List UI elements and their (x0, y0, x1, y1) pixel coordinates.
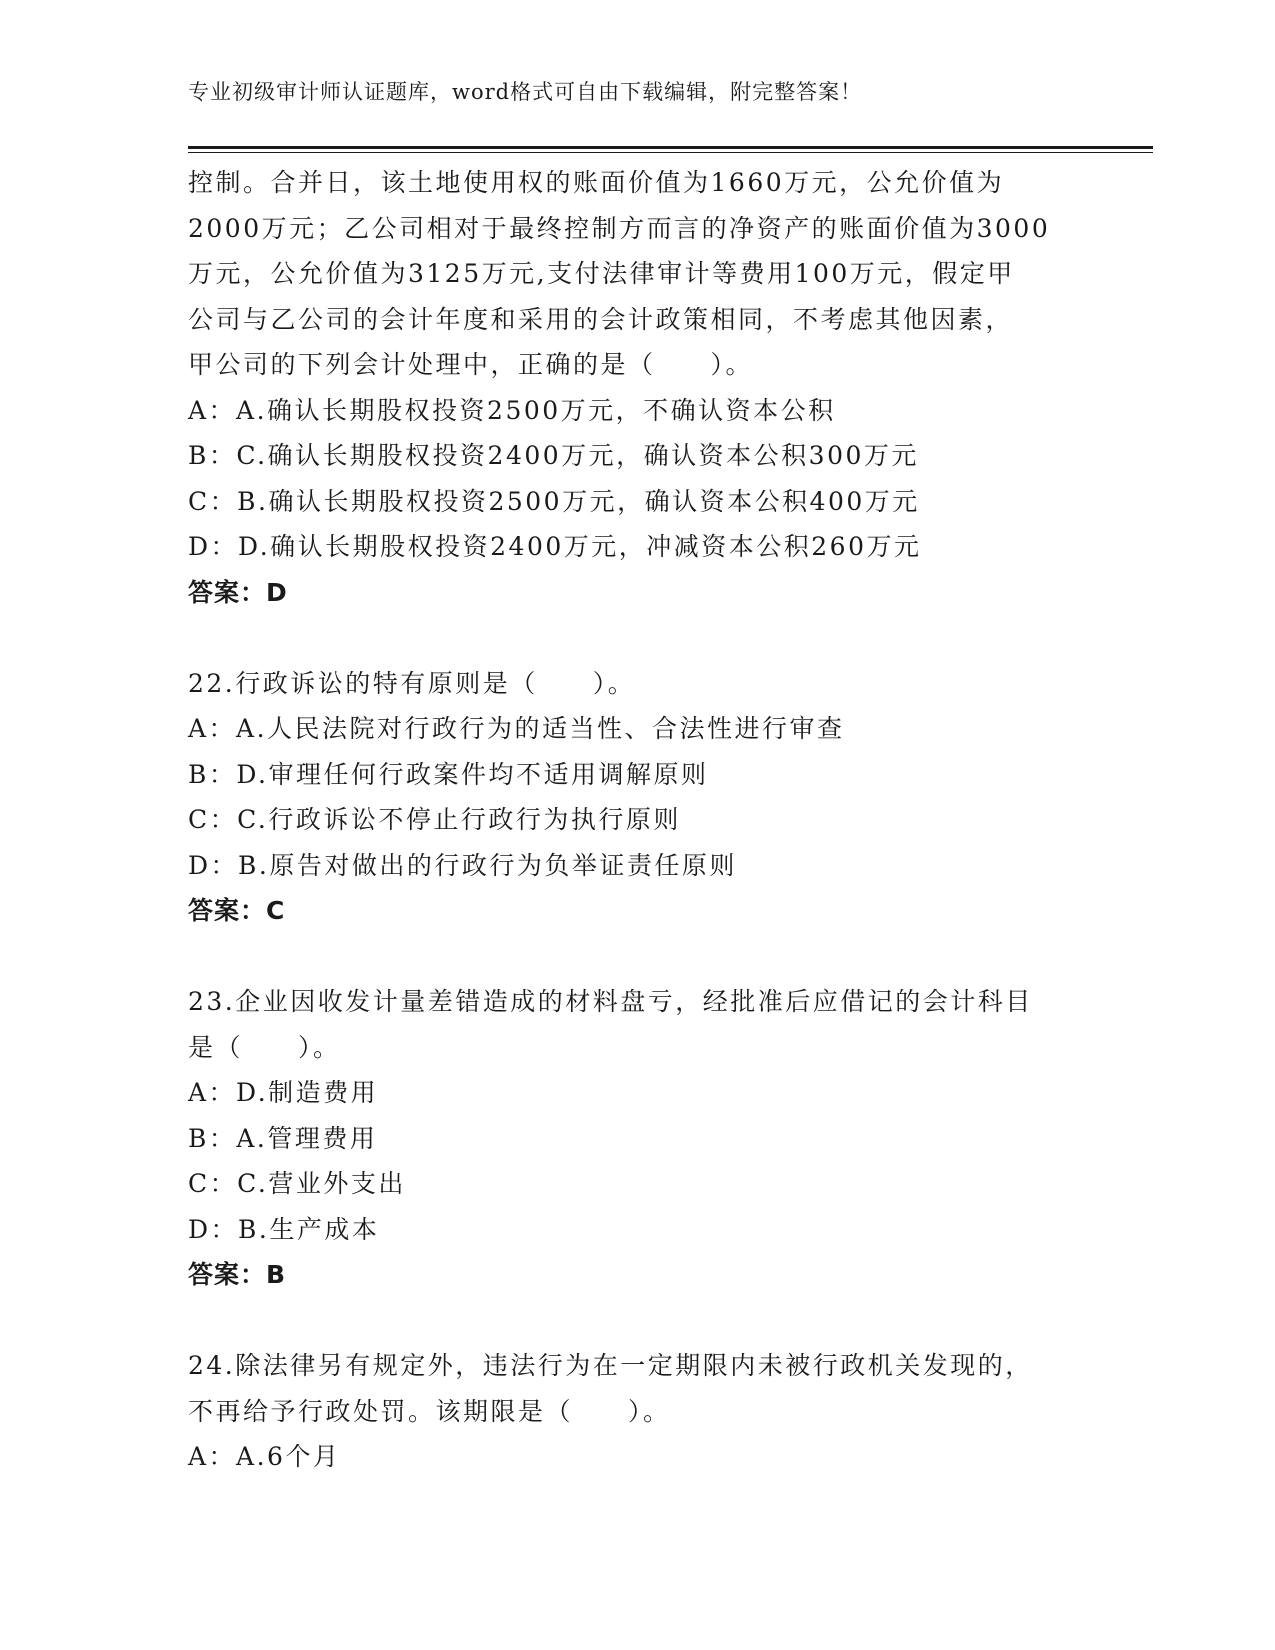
question-text-line: 23.企业因收发计量差错造成的材料盘亏，经批准后应借记的会计科目 (188, 987, 1033, 1016)
answer-line: 答案：C (188, 896, 286, 925)
question-23 (188, 979, 1088, 1298)
option-b: B：D.审理任何行政案件均不适用调解原则 (188, 759, 709, 789)
option-d: D：B.生产成本 (188, 1214, 380, 1244)
question-text-line: 公司与乙公司的会计年度和采用的会计政策相同，不考虑其他因素， (188, 304, 1014, 334)
question-24 (188, 1343, 1088, 1480)
option-d: D：D.确认长期股权投资2400万元，冲减资本公积260万元 (188, 532, 922, 561)
option-c: C：C.营业外支出 (188, 1169, 406, 1198)
option-a: A：A.6个月 (188, 1442, 341, 1471)
question-text-line: 不再给予行政处罚。该期限是（ ）。 (188, 1396, 671, 1426)
option-c: C：C.行政诉讼不停止行政行为执行原则 (188, 805, 681, 834)
question-text-line: 甲公司的下列会计处理中，正确的是（ ）。 (188, 350, 754, 379)
option-a: A：A.确认长期股权投资2500万元，不确认资本公积 (188, 395, 836, 425)
answer-line: 答案：B (188, 1260, 287, 1289)
header-divider-thick (188, 146, 1153, 149)
question-text-line: 24.除法律另有规定外，违法行为在一定期限内未被行政机关发现的， (188, 1351, 1033, 1380)
option-d: D：B.原告对做出的行政行为负举证责任原则 (188, 850, 737, 880)
question-text-line: 万元，公允价值为3125万元,支付法律审计等费用100万元，假定甲 (188, 259, 1015, 288)
question-text-line: 是（ ）。 (188, 1032, 341, 1062)
question-22 (188, 661, 1088, 934)
answer-line: 答案：D (188, 577, 288, 607)
option-b: B：C.确认长期股权投资2400万元，确认资本公积300万元 (188, 441, 919, 470)
option-b: B：A.管理费用 (188, 1123, 378, 1153)
document-body (188, 160, 1088, 1480)
page-header: 专业初级审计师认证题库，word格式可自由下载编辑，附完整答案！ (188, 80, 863, 104)
option-a: A：D.制造费用 (188, 1078, 379, 1107)
spacer (188, 1298, 1088, 1344)
question-text-line: 22.行政诉讼的特有原则是（ ）。 (188, 668, 636, 698)
question-text-line: 2000万元；乙公司相对于最终控制方而言的净资产的账面价值为3000 (188, 213, 1051, 243)
question-21 (188, 160, 1088, 615)
question-text-line: 控制。合并日，该土地使用权的账面价值为1660万元，公允价值为 (188, 168, 1005, 197)
option-c: C：B.确认长期股权投资2500万元，确认资本公积400万元 (188, 486, 920, 516)
spacer (188, 934, 1088, 980)
option-a: A：A.人民法院对行政行为的适当性、合法性进行审查 (188, 714, 845, 743)
header-divider-thin (188, 152, 1153, 153)
spacer (188, 615, 1088, 661)
